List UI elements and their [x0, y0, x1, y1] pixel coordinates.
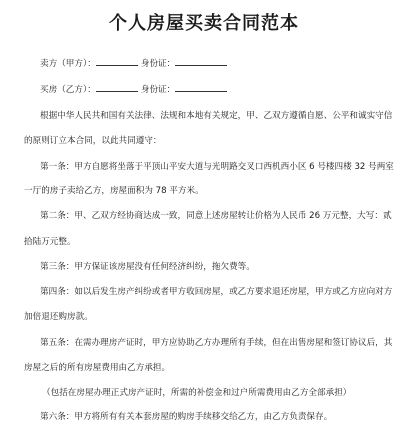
article-4-line-2: 加倍退还购房款。 [24, 312, 93, 322]
article-4-line-1: 第四条：如以后发生房产纠纷或者甲方收回房屋，或乙方要求退还房屋，甲方或乙方应向对方 [40, 287, 393, 297]
article-5-line-1: 第五条：在需办理房产证时，甲方应协助乙方办理所有手续，但在出售房屋和签订协议后，其 [40, 338, 393, 348]
article-2-line-1: 第二条：甲、乙双方经协商达成一致，同意上述房屋转让价格为人民币 26 万元整，大写：贰 [40, 211, 392, 221]
buyer-id-blank [175, 83, 227, 92]
seller-label: 卖方（甲方）： [40, 59, 96, 69]
article-3: 第三条：甲方保证该房屋没有任何经济纠纷，拖欠费等。 [40, 262, 255, 272]
buyer-name-blank [96, 83, 138, 92]
article-6: 第六条：甲方将所有有关本套房屋的购房手续移交给乙方，由乙方负责保存。 [40, 412, 333, 422]
document-title: 个人房屋买卖合同范本 [109, 13, 299, 34]
article-1-line-1: 第一条：甲方自愿将坐落于平顶山平安大道与光明路交叉口西机西小区 6 号楼四楼 32 号两室 [40, 162, 394, 172]
buyer-label: 买房（乙方）： [40, 85, 96, 95]
seller-name-blank [96, 57, 138, 66]
seller-id-blank [175, 57, 227, 66]
article-2-line-2: 拾陆万元整。 [24, 237, 76, 247]
seller-id-label: 身份证： [140, 59, 176, 69]
article-5-note: （包括在房屋办理正式房产证时，所需的补偿金和过户所需费用由乙方全部承担） [42, 388, 352, 398]
intro-line-2: 的原则订立本合同，以此共同遵守： [24, 136, 162, 146]
buyer-line [40, 83, 227, 96]
intro-line-1: 根据中华人民共和国有关法律、法规和本地有关规定，甲、乙双方遵循自愿、公平和诚实守信 [40, 111, 393, 121]
article-1-line-2: 一厅的房子卖给乙方，房屋面积为 78 平方米。 [24, 186, 204, 196]
article-5-line-2: 房屋之后的所有房屋费用由乙方承担。 [24, 363, 171, 373]
seller-line [40, 57, 227, 70]
buyer-id-label: 身份证： [140, 85, 176, 95]
